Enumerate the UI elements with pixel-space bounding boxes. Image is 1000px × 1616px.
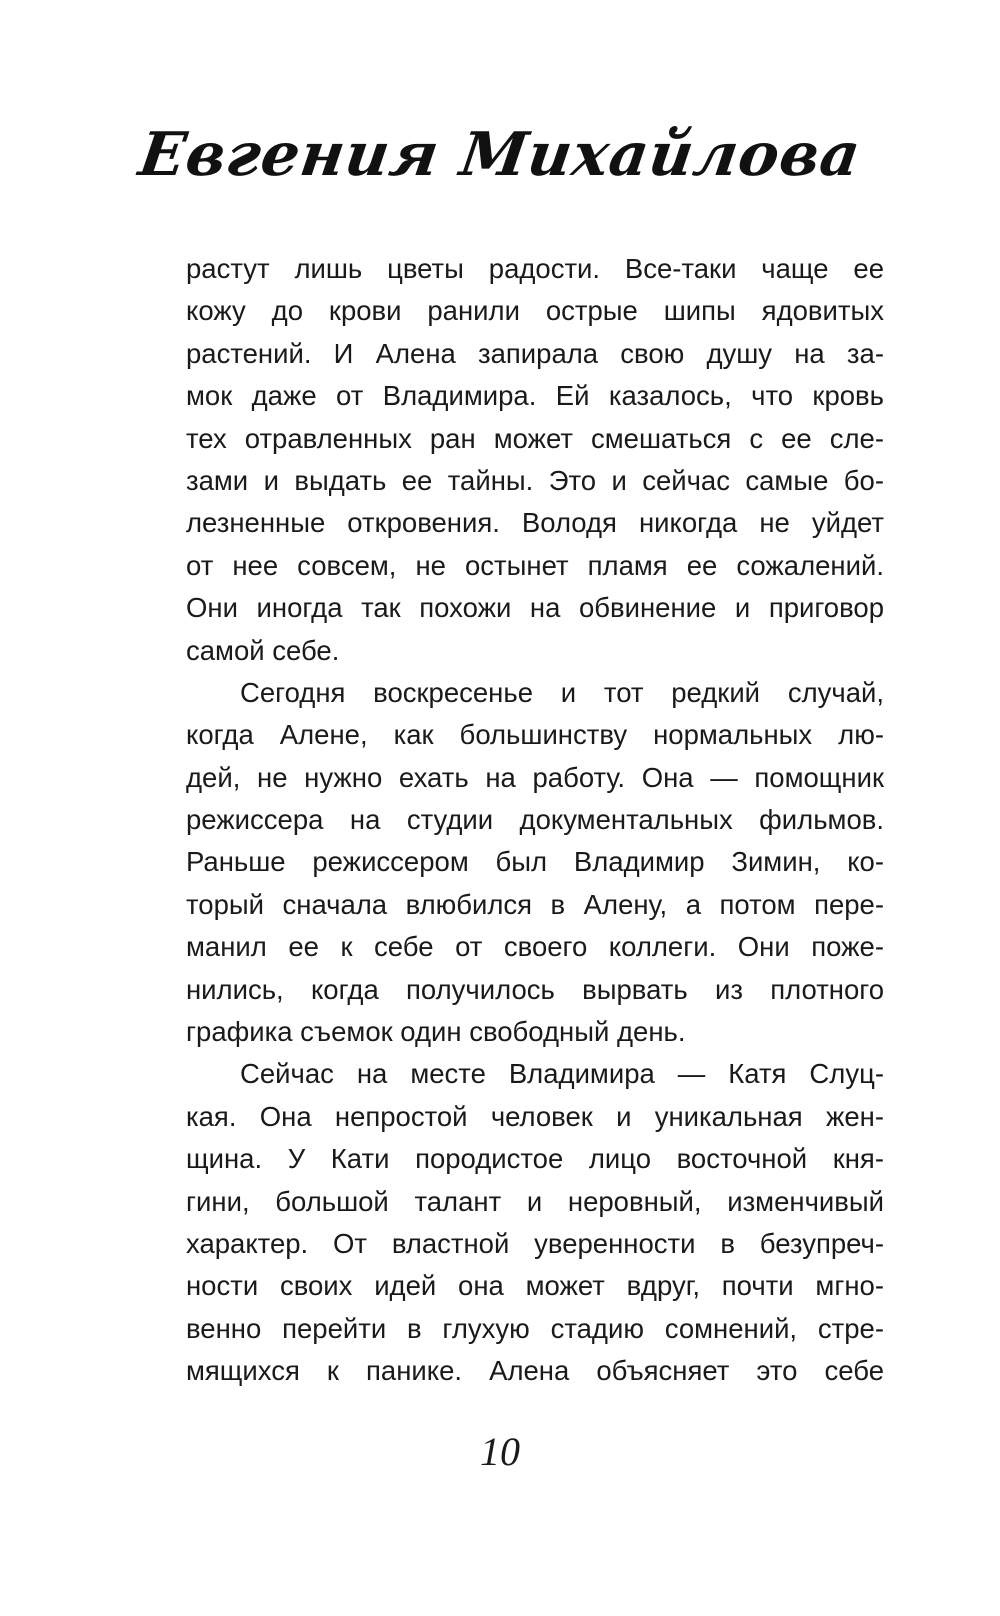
text-line: кая. Она непростой человек и уникальная жен- (186, 1100, 884, 1132)
text-line: ности своих идей она может вдруг, почти мгно- (186, 1270, 884, 1302)
text-line: растений. И Алена запирала свою душу на за- (186, 337, 884, 369)
text-line: дей, не нужно ехать на работу. Она — помощник (186, 761, 884, 793)
text-line: мок даже от Владимира. Ей казалось, что кровь (186, 380, 884, 412)
author-name-header: Евгения Михайлова (134, 120, 866, 190)
text-line: Раньше режиссером был Владимир Зимин, ко- (186, 846, 884, 878)
text-line: когда Алене, как большинству нормальных лю- (186, 719, 884, 751)
page-number: 10 (480, 1429, 520, 1474)
text-line: характер. От властной уверенности в безупреч- (186, 1227, 884, 1259)
text-line: лезненные откровения. Володя никогда не уйдет (186, 507, 884, 539)
text-line: венно перейти в глухую стадию сомнений, стре- (186, 1312, 884, 1344)
text-line: режиссера на студии документальных фильмов. (186, 804, 884, 836)
text-line: гини, большой талант и неровный, изменчивый (186, 1185, 884, 1217)
text-line: нились, когда получилось вырвать из плотного (186, 973, 884, 1005)
text-line: тех отравленных ран может смешаться с ее сле- (186, 422, 884, 454)
paragraph-last-line: графика съемок один свободный день. (186, 1016, 686, 1048)
text-line: растут лишь цветы радости. Все-таки чаще ее (186, 253, 884, 284)
paragraph-last-line: самой себе. (186, 634, 340, 666)
text-line: от нее совсем, не остынет пламя ее сожалений. (186, 549, 884, 581)
paragraph-first-line: Сегодня воскресенье и тот редкий случай, (240, 676, 884, 708)
text-line: манил ее к себе от своего коллеги. Они поже- (186, 931, 884, 963)
text-line: зами и выдать ее тайны. Это и сейчас самые бо- (186, 464, 884, 496)
text-line: торый сначала влюбился в Алену, а потом пере- (186, 888, 884, 920)
body-text (186, 248, 884, 1393)
text-line: кожу до крови ранили острые шипы ядовитых (186, 295, 884, 327)
text-line: щина. У Кати породистое лицо восточной кня- (186, 1143, 884, 1175)
paragraph-first-line: Сейчас на месте Владимира — Катя Слуц- (240, 1058, 884, 1090)
text-line: Они иногда так похожи на обвинение и приговор (186, 592, 884, 624)
text-line: мящихся к панике. Алена объясняет это себе (186, 1355, 884, 1387)
